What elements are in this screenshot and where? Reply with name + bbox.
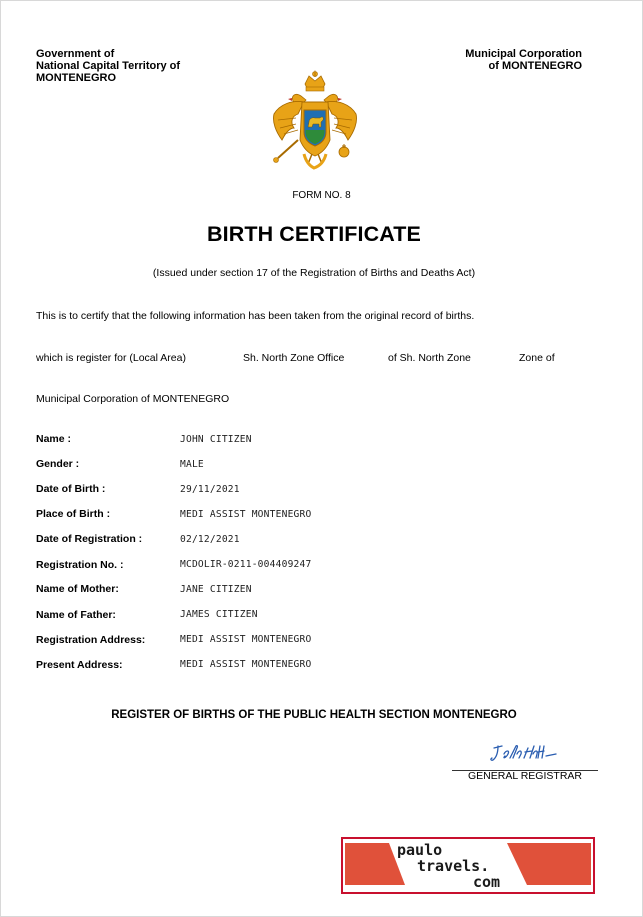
header-left-line-1: Government of [36,48,115,60]
field-value-name-of-mother: JANE CITIZEN [180,584,252,595]
field-value-name-of-father: JAMES CITIZEN [180,609,258,620]
field-value-place-of-birth: MEDI ASSIST MONTENEGRO [180,509,312,520]
register-local-area: which is register for (Local Area) [36,352,186,364]
watermark-line-2: travels. [417,857,490,875]
field-value-registration-address: MEDI ASSIST MONTENEGRO [180,634,312,645]
header-left-line-2: National Capital Territory of [36,60,181,72]
field-value-date-of-registration: 02/12/2021 [180,534,240,545]
header-left-line-3: MONTENEGRO [36,72,117,84]
header-right-line-1: Municipal Corporation [465,48,582,60]
montenegro-coat-of-arms-icon [268,70,362,178]
field-label-name-of-father: Name of Father: [36,609,116,621]
field-label-registration-no: Registration No. : [36,559,124,571]
field-value-registration-no: MCDOLIR-0211-004409247 [180,559,312,570]
field-value-gender: MALE [180,459,204,470]
field-value-present-address: MEDI ASSIST MONTENEGRO [180,659,312,670]
field-label-present-address: Present Address: [36,659,123,671]
field-value-date-of-birth: 29/11/2021 [180,484,240,495]
register-footer-title: REGISTER OF BIRTHS OF THE PUBLIC HEALTH SECTION MONTENEGRO [111,709,517,721]
register-office: Sh. North Zone Office [243,352,345,364]
registrar-title: GENERAL REGISTRAR [468,770,582,782]
field-label-name-of-mother: Name of Mother: [36,583,119,595]
field-label-registration-address: Registration Address: [36,634,146,646]
document-title: BIRTH CERTIFICATE [207,222,421,246]
field-label-place-of-birth: Place of Birth : [36,508,111,520]
paulo-travels-watermark-logo [341,837,595,894]
form-number: FORM NO. 8 [292,190,351,201]
watermark-line-1: paulo [397,841,443,859]
field-label-name: Name : [36,433,72,445]
handwritten-signature-icon [488,742,560,764]
register-of-zone: of Sh. North Zone [388,352,471,364]
issuer-municipal-header [465,48,582,72]
field-label-date-of-birth: Date of Birth : [36,483,106,495]
register-zone-of: Zone of [519,352,555,364]
certification-statement: This is to certify that the following information has been taken from the original record of births. [36,310,475,322]
issued-under-note: (Issued under section 17 of the Registration of Births and Deaths Act) [152,267,476,279]
field-value-name: JOHN CITIZEN [180,434,252,445]
header-right-line-2: of MONTENEGRO [488,60,582,72]
watermark-line-3: com [473,873,501,891]
field-label-gender: Gender : [36,458,80,470]
issuer-government-header [36,48,180,84]
field-label-date-of-registration: Date of Registration : [36,533,143,545]
municipal-corporation-line: Municipal Corporation of MONTENEGRO [36,393,230,405]
